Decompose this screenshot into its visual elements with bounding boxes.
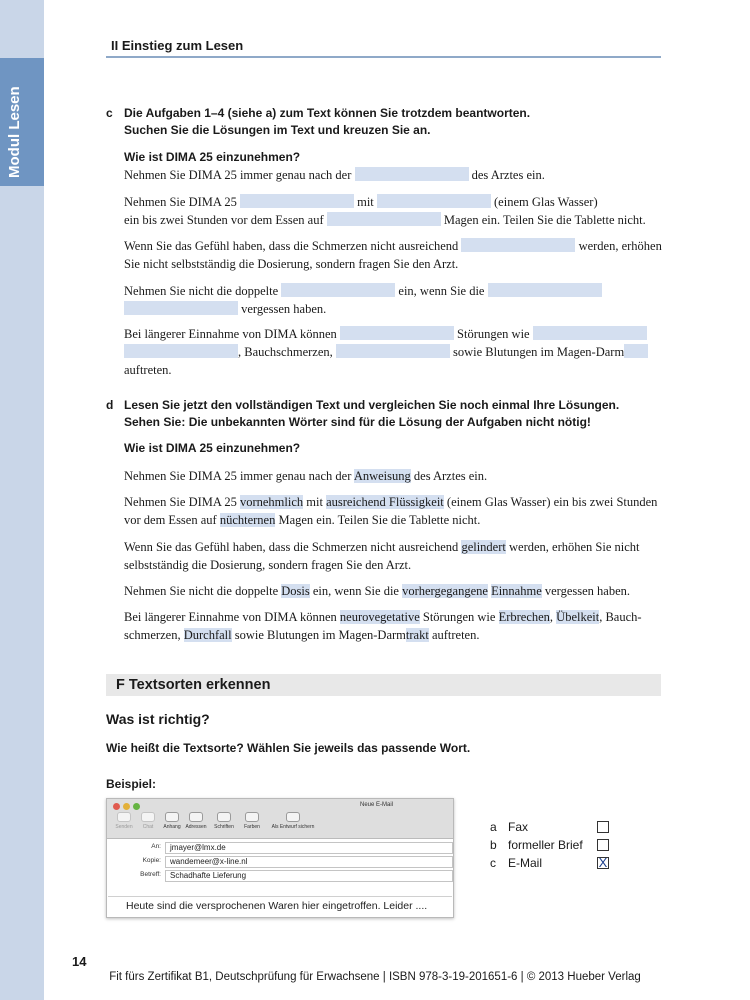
text: werden, erhöhen Sie nicht	[505, 540, 640, 554]
highlighted-word: Anweisung	[353, 469, 411, 483]
option-row	[490, 837, 620, 855]
paperclip-icon	[165, 812, 179, 822]
task-d-line-1: Lesen Sie jetzt den vollständigen Text und vergleichen Sie noch einmal Ihre Lösungen.	[124, 398, 620, 412]
text: vergessen haben.	[241, 302, 327, 316]
text: , Bauch-	[599, 610, 642, 624]
highlighted-word: Durchfall	[183, 628, 232, 642]
sidebar-label: Modul Lesen	[6, 86, 23, 178]
text: Nehmen Sie DIMA 25 immer genau nach der	[124, 168, 352, 182]
option-label: E-Mail	[508, 856, 543, 870]
text: mit	[357, 195, 374, 209]
text: , Bauchschmerzen,	[238, 345, 333, 359]
answer-gap[interactable]	[240, 194, 354, 208]
text: ein, wenn Sie die	[309, 584, 403, 598]
option-letter: c	[490, 856, 496, 870]
task-d-line-2: Sehen Sie: Die unbekannten Wörter sind für die Lösung der Aufgaben nicht nötig!	[124, 415, 591, 429]
task-c-paragraph-1	[124, 166, 664, 184]
option-label: Fax	[508, 820, 529, 834]
text: Nehmen Sie nicht die doppelte	[124, 284, 279, 298]
footer-credits: Fit fürs Zertifikat B1, Deutschprüfung für Erwachsene | ISBN 978-3-19-201651-6 | © 2013 Hueber Verlag	[109, 971, 641, 983]
option-label: formeller Brief	[508, 838, 583, 852]
option-checkbox-checked[interactable]: X	[598, 855, 608, 870]
highlighted-word: gelindert	[461, 540, 506, 554]
task-letter: d	[106, 398, 114, 412]
fonts-icon	[217, 812, 231, 822]
email-body[interactable]: Heute sind die versprochenen Waren hier eingetroffen. Leider ....	[108, 896, 452, 916]
chapter-rule	[106, 56, 661, 58]
toolbar-label: Farben	[244, 824, 260, 830]
subject-field-row	[107, 870, 453, 883]
email-titlebar	[107, 799, 453, 839]
send-button[interactable]	[111, 812, 137, 830]
save-draft-button[interactable]	[267, 812, 319, 830]
draft-icon	[286, 812, 300, 822]
email-window	[106, 798, 454, 918]
color-wheel-icon	[245, 812, 259, 822]
text: Störungen wie	[419, 610, 499, 624]
text: ,	[549, 610, 557, 624]
text: Nehmen Sie DIMA 25	[124, 195, 237, 209]
text: auftreten.	[124, 363, 172, 377]
cc-field[interactable]: wandemeer@x-line.nl	[165, 856, 453, 868]
toolbar-label: Anhang	[163, 824, 181, 830]
cc-field-label: Kopie:	[142, 857, 161, 864]
text: vor dem Essen auf	[124, 513, 220, 527]
highlighted-word: vornehmlich	[239, 495, 304, 509]
address-book-icon	[189, 812, 203, 822]
text: vergessen haben.	[541, 584, 631, 598]
text: werden, erhöhen	[578, 239, 662, 253]
option-checkbox[interactable]	[597, 821, 609, 833]
text: ein bis zwei Stunden vor dem Essen auf	[124, 213, 324, 227]
task-c-paragraph-4	[124, 282, 664, 318]
option-row	[490, 855, 620, 873]
highlighted-word: Dosis	[281, 584, 310, 598]
toolbar-label: Als Entwurf sichern	[271, 824, 315, 830]
to-field-label: An:	[151, 843, 161, 850]
text: Magen ein. Teilen Sie die Tablette nicht.	[275, 513, 481, 527]
answer-gap[interactable]	[124, 301, 238, 315]
subject-field[interactable]: Schadhafte Lieferung	[165, 870, 453, 882]
highlighted-word: Erbrechen	[498, 610, 550, 624]
text: sowie Blutungen im Magen-Darm	[231, 628, 406, 642]
text: des Arztes ein.	[471, 168, 545, 182]
task-d-subheading: Wie ist DIMA 25 einzunehmen?	[124, 441, 301, 455]
fonts-button[interactable]	[211, 812, 237, 830]
text: Magen ein. Teilen Sie die Tablette nicht.	[443, 213, 646, 227]
highlighted-word: ausreichend Flüssigkeit	[326, 495, 444, 509]
highlighted-word: Übelkeit	[556, 610, 600, 624]
toolbar-label: Schriften	[214, 824, 234, 830]
chat-button[interactable]	[135, 812, 161, 830]
instruction-text: Wie heißt die Textsorte? Wählen Sie jeweils das passende Wort.	[106, 741, 471, 755]
highlighted-word: neurovegetative	[339, 610, 420, 624]
text: auftreten.	[428, 628, 480, 642]
answer-options	[490, 819, 620, 873]
answer-gap[interactable]	[124, 344, 238, 358]
task-c-paragraph-3	[124, 237, 664, 273]
highlighted-word: nüchternen	[219, 513, 276, 527]
text: Bei längerer Einnahme von DIMA können	[124, 327, 337, 341]
section-title: F Textsorten erkennen	[116, 677, 271, 693]
cc-field-row	[107, 856, 453, 869]
answer-gap[interactable]	[340, 326, 454, 340]
answer-gap[interactable]	[336, 344, 450, 358]
text: Sie nicht selbstständig die Dosierung, sondern fragen Sie den Arzt.	[124, 257, 459, 271]
toolbar-label: Senden	[115, 824, 133, 830]
answer-gap[interactable]	[377, 194, 491, 208]
text: des Arztes ein.	[410, 469, 488, 483]
highlighted-word: Einnahme	[491, 584, 542, 598]
text: selbstständig die Dosierung, sondern fragen Sie den Arzt.	[124, 558, 412, 572]
answer-gap[interactable]	[281, 283, 395, 297]
toolbar-label: Adressen	[185, 824, 207, 830]
option-letter: a	[490, 820, 497, 834]
task-c-subheading: Wie ist DIMA 25 einzunehmen?	[124, 150, 301, 164]
to-field[interactable]: jmayer@lmx.de	[165, 842, 453, 854]
text: Nehmen Sie DIMA 25 immer genau nach der	[124, 469, 354, 483]
chapter-title: II Einstieg zum Lesen	[111, 38, 244, 53]
example-label: Beispiel:	[106, 777, 157, 791]
answer-gap[interactable]	[533, 326, 647, 340]
text: ein, wenn Sie die	[398, 284, 485, 298]
attach-button[interactable]	[159, 812, 185, 830]
subject-field-label: Betreff:	[140, 871, 161, 878]
text: Störungen wie	[457, 327, 530, 341]
to-field-row	[107, 842, 453, 855]
task-d-paragraph-4	[124, 582, 664, 600]
highlighted-word: trakt	[405, 628, 429, 642]
task-c-line-2: Suchen Sie die Lösungen im Text und kreuzen Sie an.	[124, 123, 431, 137]
task-c-paragraph-5	[124, 325, 664, 379]
text: Nehmen Sie nicht die doppelte	[124, 584, 282, 598]
option-checkbox[interactable]	[597, 839, 609, 851]
task-d-paragraph-2	[124, 493, 664, 529]
option-letter: b	[490, 838, 497, 852]
toolbar-label: Chat	[142, 824, 154, 830]
text: Nehmen Sie DIMA 25	[124, 495, 240, 509]
text: sowie Blutungen im Magen-Darm	[453, 345, 625, 359]
task-c-paragraph-2	[124, 193, 664, 229]
answer-gap[interactable]	[488, 283, 602, 297]
task-d-paragraph-1	[124, 467, 664, 485]
chat-icon	[141, 812, 155, 822]
answer-gap[interactable]	[355, 167, 469, 181]
colors-button[interactable]	[239, 812, 265, 830]
highlighted-word: vorhergegangene	[402, 584, 488, 598]
window-title: Neue E-Mail	[359, 802, 393, 808]
answer-gap[interactable]	[327, 212, 441, 226]
addresses-button[interactable]	[183, 812, 209, 830]
text: (einem Glas Wasser) ein bis zwei Stunden	[443, 495, 658, 509]
task-letter: c	[106, 106, 113, 120]
question-heading: Was ist richtig?	[106, 711, 210, 727]
task-c-line-1: Die Aufgaben 1–4 (siehe a) zum Text können Sie trotzdem beantworten.	[124, 106, 531, 120]
option-row	[490, 819, 620, 837]
text: mit	[303, 495, 327, 509]
task-d-paragraph-3	[124, 538, 664, 574]
text: Wenn Sie das Gefühl haben, dass die Schmerzen nicht ausreichend	[124, 540, 462, 554]
send-icon	[117, 812, 131, 822]
text: schmerzen,	[124, 628, 184, 642]
text: (einem Glas Wasser)	[494, 195, 598, 209]
text: Bei längerer Einnahme von DIMA können	[124, 610, 340, 624]
text: Wenn Sie das Gefühl haben, dass die Schmerzen nicht ausreichend	[124, 239, 459, 253]
answer-gap[interactable]	[461, 238, 575, 252]
page-number: 14	[72, 954, 87, 969]
task-d-paragraph-5	[124, 608, 664, 644]
answer-gap[interactable]	[624, 344, 648, 358]
